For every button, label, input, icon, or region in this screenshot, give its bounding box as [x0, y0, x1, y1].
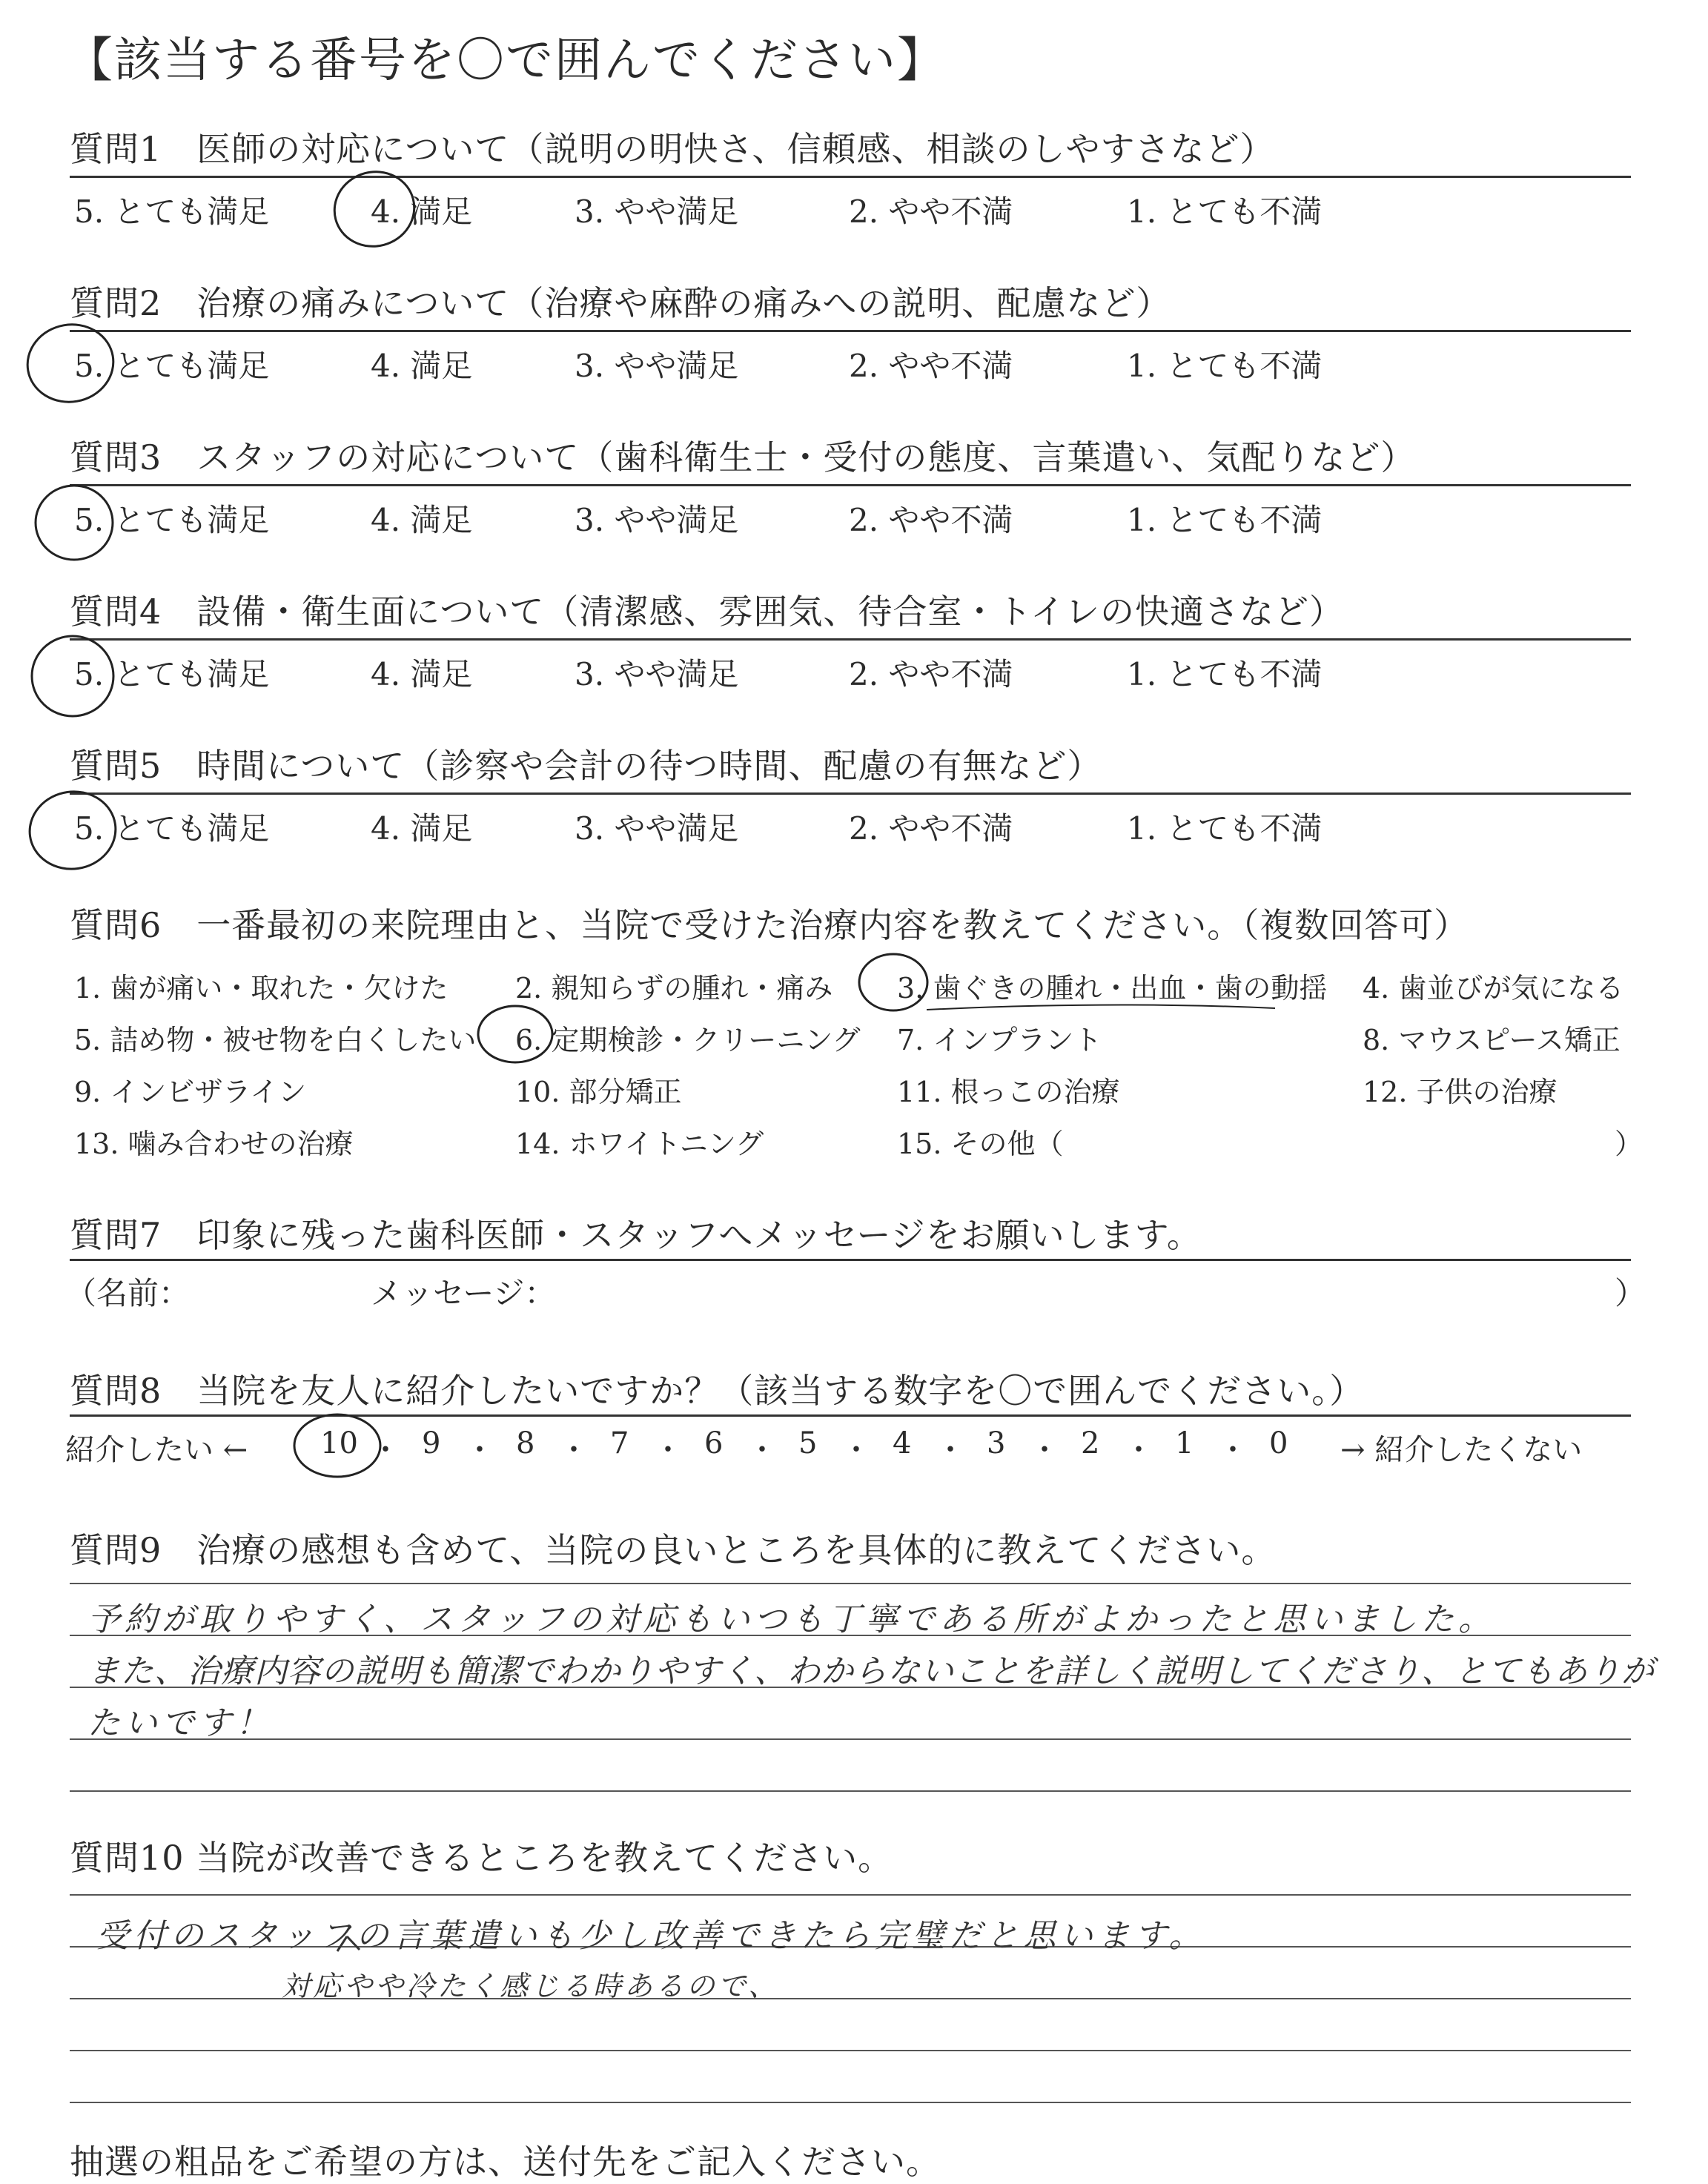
- q3-option-3[interactable]: 3. やや満足: [575, 502, 739, 538]
- q6-option-9[interactable]: 9. インビザライン: [74, 1076, 307, 1108]
- q5-option-2[interactable]: 2. やや不満: [849, 810, 1013, 847]
- q7-close-paren: ）: [1615, 1275, 1646, 1311]
- q8-separator: ・: [936, 1433, 965, 1467]
- q5-option-1[interactable]: 1. とても不満: [1127, 810, 1323, 847]
- q4-rule: [70, 638, 1631, 641]
- q8-scale-9[interactable]: 9: [422, 1426, 441, 1460]
- q8-left-label: 紹介したい ←: [65, 1433, 248, 1467]
- q5-rule: [70, 792, 1631, 795]
- q4-option-2[interactable]: 2. やや不満: [849, 656, 1013, 692]
- q8-scale-10[interactable]: 10: [320, 1426, 358, 1460]
- q8-separator: ・: [747, 1433, 777, 1467]
- q4-option-3[interactable]: 3. やや満足: [575, 656, 739, 692]
- q8-separator: ・: [371, 1433, 400, 1467]
- q8-separator: ・: [465, 1433, 494, 1467]
- q8-right-label: → 紹介したくない: [1340, 1433, 1583, 1467]
- q2-rule: [70, 330, 1631, 332]
- q5-title: 質問5 時間について（診察や会計の待つ時間、配慮の有無など）: [70, 746, 1102, 786]
- q3-option-2[interactable]: 2. やや不満: [849, 502, 1013, 538]
- q9-answer-3: たいです！: [87, 1704, 273, 1742]
- q5-option-5[interactable]: 5. とても満足: [74, 810, 270, 847]
- q8-separator: ・: [559, 1433, 589, 1467]
- q10-title: 質問10 当院が改善できるところを教えてください。: [70, 1838, 893, 1878]
- q8-scale-5[interactable]: 5: [798, 1426, 818, 1460]
- q6-option-other-close: ）: [1615, 1128, 1644, 1160]
- q6-option-3[interactable]: 3. 歯ぐきの腫れ・出血・歯の動揺: [897, 972, 1328, 1005]
- q4-option-4[interactable]: 4. 満足: [371, 656, 473, 692]
- q3-option-4[interactable]: 4. 満足: [371, 502, 473, 538]
- q7-rule: [70, 1259, 1631, 1261]
- q8-scale-1[interactable]: 1: [1175, 1426, 1194, 1460]
- q1-title: 質問1 医師の対応について（説明の明快さ、信頼感、相談のしやすさなど）: [70, 129, 1275, 169]
- q6-option-7[interactable]: 7. インプラント: [897, 1024, 1102, 1056]
- q4-option-5[interactable]: 5. とても満足: [74, 656, 270, 692]
- q4-option-1[interactable]: 1. とても不満: [1127, 656, 1323, 692]
- q6-option-15[interactable]: 15. その他（: [897, 1128, 1064, 1160]
- q6-title: 質問6 一番最初の来院理由と、当院で受けた治療内容を教えてください。（複数回答可）: [70, 905, 1469, 945]
- q9-line-5: [70, 1790, 1631, 1792]
- q6-option-8[interactable]: 8. マウスピース矯正: [1363, 1024, 1621, 1056]
- q8-scale-2[interactable]: 2: [1081, 1426, 1100, 1460]
- q6-option-13[interactable]: 13. 噛み合わせの治療: [74, 1128, 354, 1160]
- q2-option-1[interactable]: 1. とても不満: [1127, 348, 1323, 384]
- q8-scale-6[interactable]: 6: [704, 1426, 724, 1460]
- q8-title: 質問8 当院を友人に紹介したいですか？（該当する数字を〇で囲んでください。）: [70, 1371, 1365, 1411]
- q6-option-5[interactable]: 5. 詰め物・被せ物を白くしたい: [74, 1024, 477, 1056]
- q2-option-4[interactable]: 4. 満足: [371, 348, 473, 384]
- q8-separator: ・: [653, 1433, 683, 1467]
- q6-option-12[interactable]: 12. 子供の治療: [1363, 1076, 1558, 1108]
- q8-separator: ・: [1030, 1433, 1059, 1467]
- q1-option-2[interactable]: 2. やや不満: [849, 193, 1013, 230]
- q8-scale-3[interactable]: 3: [987, 1426, 1006, 1460]
- q10-answer-2: 対応やや冷たく感じる時あるので、: [282, 1970, 780, 2002]
- q10-answer-1: 受付のスタッフの言葉遣いも少し改善できたら完璧だと思います。: [96, 1917, 1206, 1955]
- q10-line-5: [70, 2102, 1631, 2103]
- q7-name-label: （名前：: [65, 1275, 191, 1311]
- q1-option-4[interactable]: 4. 満足: [371, 193, 473, 230]
- q1-option-1[interactable]: 1. とても不満: [1127, 193, 1323, 230]
- q6-option-1[interactable]: 1. 歯が痛い・取れた・欠けた: [74, 972, 448, 1005]
- q3-rule: [70, 484, 1631, 486]
- q8-scale-0[interactable]: 0: [1269, 1426, 1288, 1460]
- q6-option-4[interactable]: 4. 歯並びが気になる: [1363, 972, 1624, 1005]
- footer-note: 抽選の粗品をご希望の方は、送付先をご記入ください。: [70, 2142, 941, 2182]
- q9-line-4: [70, 1738, 1631, 1740]
- q3-option-1[interactable]: 1. とても不満: [1127, 502, 1323, 538]
- q6-option-6[interactable]: 6. 定期検診・クリーニング: [515, 1024, 861, 1056]
- q7-message-label: メッセージ：: [371, 1275, 556, 1311]
- q8-separator: ・: [1124, 1433, 1153, 1467]
- q7-title: 質問7 印象に残った歯科医師・スタッフへメッセージをお願いします。: [70, 1215, 1202, 1255]
- q8-scale-7[interactable]: 7: [610, 1426, 629, 1460]
- q8-scale-8[interactable]: 8: [516, 1426, 535, 1460]
- q3-title: 質問3 スタッフの対応について（歯科衛生士・受付の態度、言葉遣い、気配りなど）: [70, 437, 1416, 477]
- q1-rule: [70, 176, 1631, 178]
- q8-rule: [70, 1414, 1631, 1417]
- q2-option-5[interactable]: 5. とても満足: [74, 348, 270, 384]
- q1-option-3[interactable]: 3. やや満足: [575, 193, 739, 230]
- q3-option-5[interactable]: 5. とても満足: [74, 502, 270, 538]
- q5-option-4[interactable]: 4. 満足: [371, 810, 473, 847]
- q2-title: 質問2 治療の痛みについて（治療や麻酔の痛みへの説明、配慮など）: [70, 283, 1171, 323]
- q10-line-1: [70, 1894, 1631, 1896]
- q6-option-2[interactable]: 2. 親知らずの腫れ・痛み: [515, 972, 833, 1005]
- q6-option-10[interactable]: 10. 部分矯正: [515, 1076, 682, 1108]
- q6-option-11[interactable]: 11. 根っこの治療: [897, 1076, 1120, 1108]
- q6-option-14[interactable]: 14. ホワイトニング: [515, 1128, 764, 1160]
- page-header: 【該当する番号を〇で囲んでください】: [65, 33, 946, 88]
- q4-title: 質問4 設備・衛生面について（清潔感、雰囲気、待合室・トイレの快適さなど）: [70, 592, 1345, 632]
- q9-answer-1: 予約が取りやすく、スタッフの対応もいつも丁寧である所がよかったと思いました。: [87, 1601, 1496, 1638]
- q5-option-3[interactable]: 3. やや満足: [575, 810, 739, 847]
- q8-separator: ・: [841, 1433, 871, 1467]
- q9-line-1: [70, 1583, 1631, 1584]
- q1-option-5[interactable]: 5. とても満足: [74, 193, 270, 230]
- q10-line-4: [70, 2050, 1631, 2051]
- q2-option-2[interactable]: 2. やや不満: [849, 348, 1013, 384]
- q8-scale-4[interactable]: 4: [893, 1426, 912, 1460]
- q9-title: 質問9 治療の感想も含めて、当院の良いところを具体的に教えてください。: [70, 1530, 1277, 1570]
- q9-answer-2: また、治療内容の説明も簡潔でわかりやすく、わからないことを詳しく説明してくださり、とてもありが: [87, 1652, 1655, 1690]
- q2-option-3[interactable]: 3. やや満足: [575, 348, 739, 384]
- q8-separator: ・: [1218, 1433, 1248, 1467]
